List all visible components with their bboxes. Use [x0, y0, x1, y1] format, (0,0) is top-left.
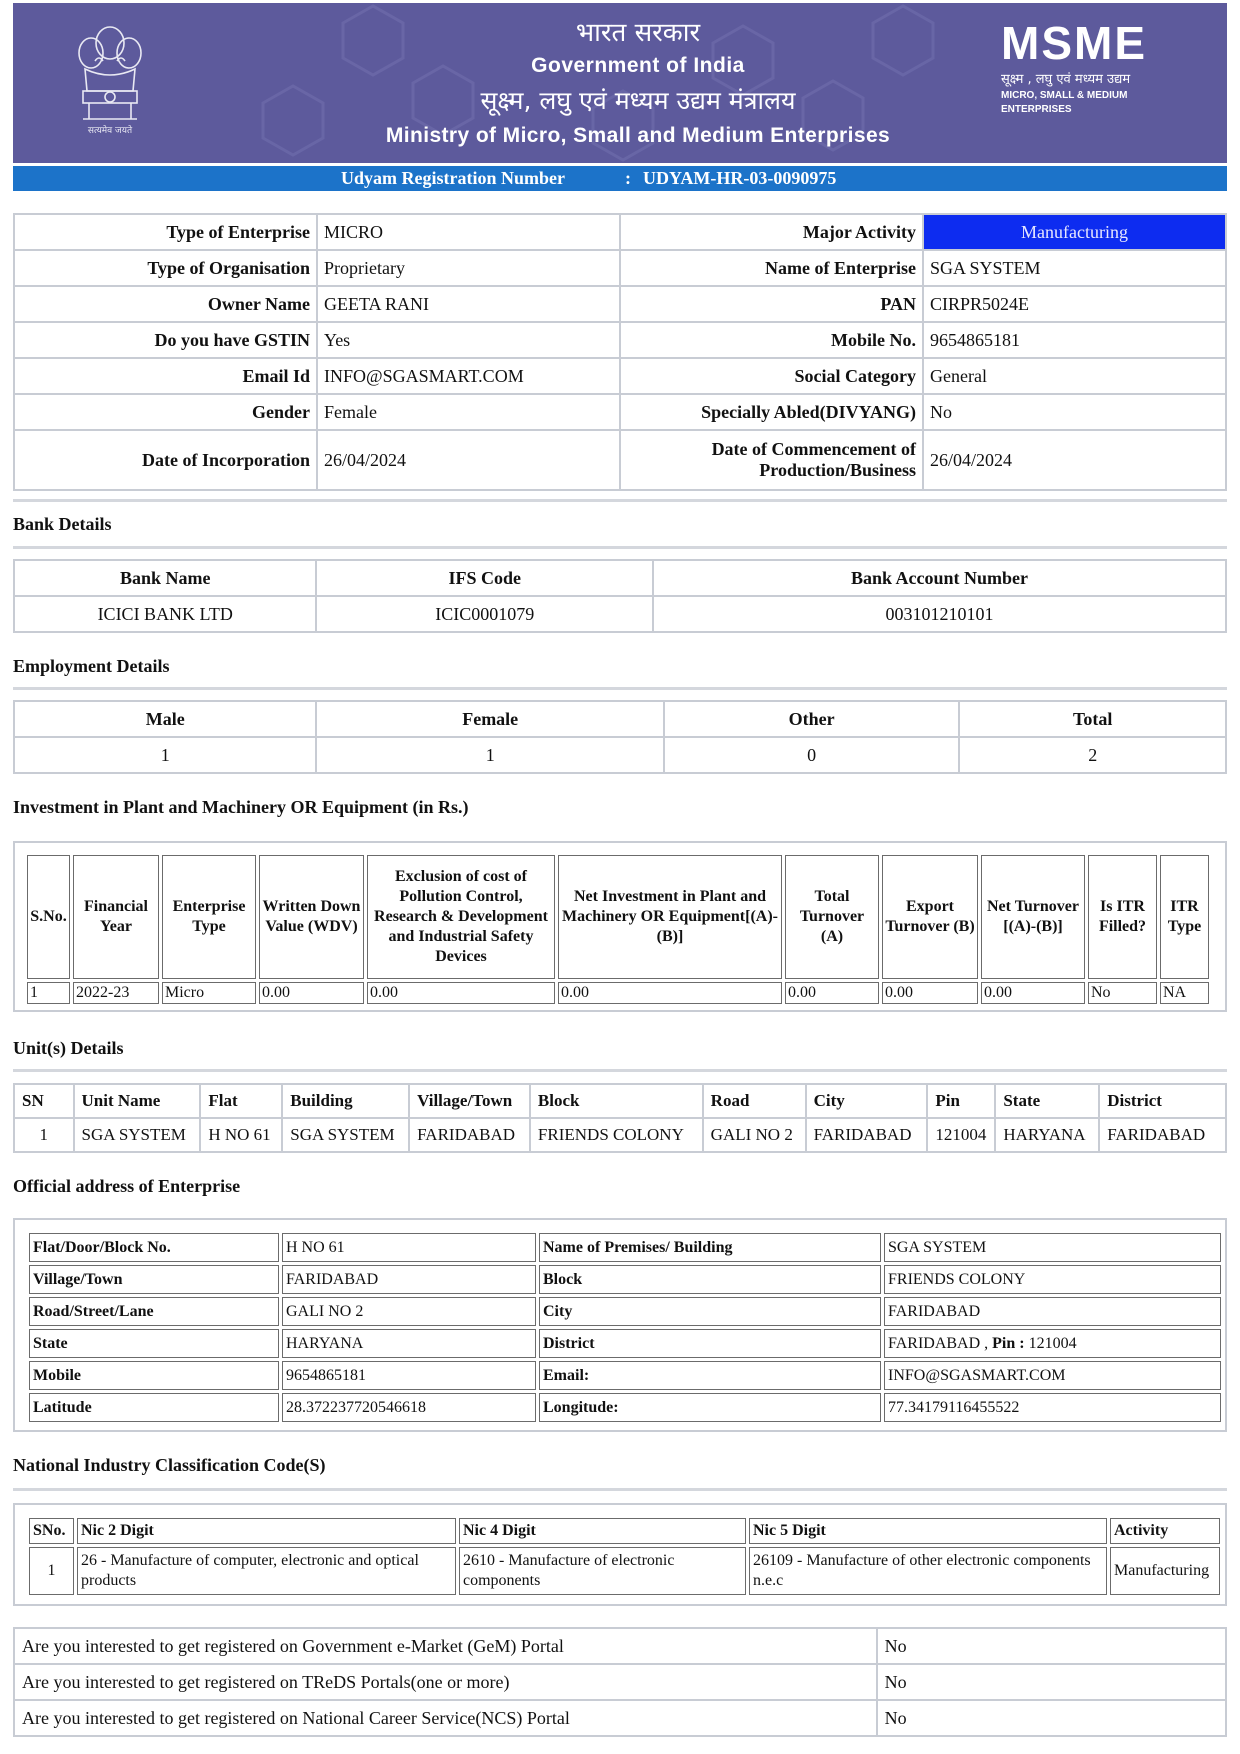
- employment-details-table: [13, 700, 1227, 774]
- unit-name-header: Unit Name: [74, 1084, 201, 1118]
- nic-table-container: [13, 1503, 1227, 1606]
- enterprise-type-header: Enterprise Type: [162, 855, 256, 979]
- table-row: [14, 1628, 1226, 1664]
- financial-year-header: Financial Year: [73, 855, 159, 979]
- national-emblem-icon: [71, 19, 149, 139]
- treds-answer: No: [877, 1664, 1226, 1700]
- section-divider: [13, 1069, 1227, 1072]
- ministry-title: Ministry of Micro, Small and Medium Enterprises: [385, 124, 891, 147]
- ifs-code-header: IFS Code: [316, 560, 653, 596]
- pan-value: CIRPR5024E: [923, 286, 1226, 322]
- nic2-header: Nic 2 Digit: [77, 1518, 456, 1544]
- ministry-title-block: [313, 17, 963, 153]
- nic-table: [26, 1515, 1223, 1598]
- table-cell: Email:: [539, 1361, 881, 1390]
- table-cell: No: [1088, 982, 1157, 1004]
- table-row: [14, 430, 1226, 490]
- table-cell: H NO 61: [282, 1233, 536, 1262]
- table-cell: 1: [29, 1547, 74, 1595]
- social-category-label: Social Category: [620, 358, 923, 394]
- date-of-commencement-label: [620, 430, 923, 490]
- table-cell: 0.00: [367, 982, 555, 1004]
- type-of-enterprise-label: Type of Enterprise: [14, 214, 317, 250]
- table-cell: SGA SYSTEM: [74, 1118, 201, 1152]
- table-row: [14, 250, 1226, 286]
- email-label: Email Id: [14, 358, 317, 394]
- village-town-header: Village/Town: [409, 1084, 530, 1118]
- nic-codes-title: National Industry Classification Code(S): [13, 1455, 326, 1475]
- table-cell: 26109 - Manufacture of other electronic components n.e.c: [749, 1547, 1107, 1595]
- bank-name-header: Bank Name: [14, 560, 316, 596]
- table-cell: 1: [27, 982, 70, 1004]
- table-cell: 77.34179116455522: [884, 1393, 1221, 1422]
- table-row: [29, 1233, 1221, 1262]
- ifs-code-value: ICIC0001079: [316, 596, 653, 632]
- table-header-row: [14, 1084, 1226, 1118]
- table-row: [29, 1547, 1220, 1595]
- registration-number-label: Udyam Registration Number: [341, 168, 565, 188]
- wdv-header: Written Down Value (WDV): [259, 855, 364, 979]
- activity-header: Activity: [1110, 1518, 1220, 1544]
- mobile-value: 9654865181: [923, 322, 1226, 358]
- table-row: [14, 286, 1226, 322]
- net-investment-header: Net Investment in Plant and Machinery OR Equipment[(A)-(B)]: [558, 855, 782, 979]
- section-divider: [13, 546, 1227, 549]
- account-number-header: Bank Account Number: [653, 560, 1226, 596]
- other-value: 0: [664, 737, 960, 773]
- units-details-title: Unit(s) Details: [13, 1038, 124, 1058]
- table-row: [14, 214, 1226, 250]
- table-row: [29, 1297, 1221, 1326]
- other-header: Other: [664, 701, 960, 737]
- table-row: [29, 1265, 1221, 1294]
- female-value: 1: [316, 737, 663, 773]
- msme-logo-block: [1001, 19, 1191, 117]
- investment-title: Investment in Plant and Machinery OR Equipment (in Rs.): [13, 797, 469, 817]
- type-of-organisation-value: Proprietary: [317, 250, 620, 286]
- table-header-row: [27, 855, 1209, 979]
- registration-number-bar: [13, 166, 1227, 191]
- table-cell: 0.00: [785, 982, 879, 1004]
- major-activity-label: Major Activity: [620, 214, 923, 250]
- table-header-row: [14, 560, 1226, 596]
- pin-value: 121004: [1024, 1334, 1077, 1352]
- table-row: [14, 358, 1226, 394]
- table-cell: FRIENDS COLONY: [530, 1118, 703, 1152]
- table-cell: NA: [1160, 982, 1209, 1004]
- date-of-incorporation-value: 26/04/2024: [317, 430, 620, 490]
- gem-answer: No: [877, 1628, 1226, 1664]
- table-cell: Name of Premises/ Building: [539, 1233, 881, 1262]
- type-of-organisation-label: Type of Organisation: [14, 250, 317, 286]
- registration-number-value: UDYAM-HR-03-0090975: [643, 168, 837, 188]
- table-cell: Village/Town: [29, 1265, 279, 1294]
- gem-question: Are you interested to get registered on Government e-Market (GeM) Portal: [14, 1628, 877, 1664]
- table-cell: FARIDABAD: [884, 1297, 1221, 1326]
- date-of-commencement-value: 26/04/2024: [923, 430, 1226, 490]
- table-cell: GALI NO 2: [703, 1118, 806, 1152]
- export-turnover-header: Export Turnover (B): [882, 855, 978, 979]
- section-divider: [13, 687, 1227, 690]
- table-row: [14, 394, 1226, 430]
- table-cell: SGA SYSTEM: [282, 1118, 409, 1152]
- table-cell: FARIDABAD: [409, 1118, 530, 1152]
- table-row: [14, 322, 1226, 358]
- table-cell: Longitude:: [539, 1393, 881, 1422]
- official-address-title: Official address of Enterprise: [13, 1176, 241, 1196]
- table-cell: 121004: [927, 1118, 995, 1152]
- units-table: [13, 1083, 1227, 1153]
- official-address-table: [26, 1230, 1224, 1425]
- date-of-commencement-label-line1: Date of Commencement of: [711, 439, 916, 459]
- msme-logo: MSME: [1001, 17, 1147, 69]
- table-cell: State: [29, 1329, 279, 1358]
- net-turnover-header: Net Turnover [(A)-(B)]: [981, 855, 1085, 979]
- table-cell: 0.00: [882, 982, 978, 1004]
- table-cell: Road/Street/Lane: [29, 1297, 279, 1326]
- government-title: Government of India: [531, 54, 745, 77]
- bank-details-title: Bank Details: [13, 514, 112, 534]
- gstin-value: Yes: [317, 322, 620, 358]
- table-cell: Flat/Door/Block No.: [29, 1233, 279, 1262]
- district-pin-cell: [884, 1329, 1221, 1358]
- exclusion-cost-header: Exclusion of cost of Pollution Control, Research & Development and Industrial Safety Devices: [367, 855, 555, 979]
- hindi-government-title: भारत सरकार: [575, 18, 701, 48]
- gstin-label: Do you have GSTIN: [14, 322, 317, 358]
- table-cell: FARIDABAD: [282, 1265, 536, 1294]
- state-header: State: [995, 1084, 1099, 1118]
- table-row: [29, 1329, 1221, 1358]
- district-value: FARIDABAD ,: [888, 1334, 993, 1352]
- male-value: 1: [14, 737, 316, 773]
- building-header: Building: [282, 1084, 409, 1118]
- msme-hindi-tagline: सूक्ष्म , लघु एवं मध्यम उद्यम: [1001, 72, 1131, 87]
- table-cell: Mobile: [29, 1361, 279, 1390]
- hindi-ministry-title: सूक्ष्म, लघु एवं मध्यम उद्यम मंत्रालय: [480, 86, 796, 115]
- bank-name-value: ICICI BANK LTD: [14, 596, 316, 632]
- table-cell: 2610 - Manufacture of electronic components: [459, 1547, 746, 1595]
- date-of-incorporation-label: Date of Incorporation: [14, 430, 317, 490]
- table-cell: 9654865181: [282, 1361, 536, 1390]
- investment-table: [24, 852, 1212, 1007]
- table-row: [14, 1664, 1226, 1700]
- portal-registration-table: [13, 1627, 1227, 1737]
- table-cell: 1: [14, 1118, 74, 1152]
- table-cell: SGA SYSTEM: [884, 1233, 1221, 1262]
- bank-details-table: [13, 559, 1227, 633]
- official-address-container: [13, 1218, 1227, 1432]
- table-row: [27, 982, 1209, 1004]
- pin-header: Pin: [927, 1084, 995, 1118]
- road-header: Road: [703, 1084, 806, 1118]
- name-of-enterprise-label: Name of Enterprise: [620, 250, 923, 286]
- pan-label: PAN: [620, 286, 923, 322]
- table-cell: Micro: [162, 982, 256, 1004]
- ncs-question: Are you interested to get registered on National Career Service(NCS) Portal: [14, 1700, 877, 1736]
- ncs-answer: No: [877, 1700, 1226, 1736]
- table-cell: 0.00: [558, 982, 782, 1004]
- itr-type-header: ITR Type: [1160, 855, 1209, 979]
- table-header-row: [29, 1518, 1220, 1544]
- total-header: Total: [959, 701, 1226, 737]
- date-of-commencement-label-line2: Production/Business: [759, 460, 916, 480]
- table-cell: Latitude: [29, 1393, 279, 1422]
- ministry-header: [13, 3, 1227, 163]
- gender-label: Gender: [14, 394, 317, 430]
- block-header: Block: [530, 1084, 703, 1118]
- account-number-value: 003101210101: [653, 596, 1226, 632]
- type-of-enterprise-value: MICRO: [317, 214, 620, 250]
- table-row: [14, 1118, 1226, 1152]
- total-value: 2: [959, 737, 1226, 773]
- table-cell: 2022-23: [73, 982, 159, 1004]
- district-header: District: [1099, 1084, 1226, 1118]
- owner-name-label: Owner Name: [14, 286, 317, 322]
- table-row: [14, 596, 1226, 632]
- name-of-enterprise-value: SGA SYSTEM: [923, 250, 1226, 286]
- table-cell: District: [539, 1329, 881, 1358]
- table-cell: 0.00: [259, 982, 364, 1004]
- mobile-label: Mobile No.: [620, 322, 923, 358]
- gender-value: Female: [317, 394, 620, 430]
- table-row: [29, 1361, 1221, 1390]
- table-cell: FARIDABAD: [806, 1118, 928, 1152]
- table-row: [14, 1700, 1226, 1736]
- table-cell: HARYANA: [282, 1329, 536, 1358]
- table-cell: GALI NO 2: [282, 1297, 536, 1326]
- table-cell: Manufacturing: [1110, 1547, 1220, 1595]
- table-cell: FRIENDS COLONY: [884, 1265, 1221, 1294]
- emblem-motto: सत्यमेव जयते: [87, 126, 133, 136]
- city-header: City: [806, 1084, 928, 1118]
- table-cell: INFO@SGASMART.COM: [884, 1361, 1221, 1390]
- table-cell: Block: [539, 1265, 881, 1294]
- nic5-header: Nic 5 Digit: [749, 1518, 1107, 1544]
- table-cell: FARIDABAD: [1099, 1118, 1226, 1152]
- table-cell: 0.00: [981, 982, 1085, 1004]
- table-cell: HARYANA: [995, 1118, 1099, 1152]
- divyang-value: No: [923, 394, 1226, 430]
- social-category-value: General: [923, 358, 1226, 394]
- female-header: Female: [316, 701, 663, 737]
- employment-details-title: Employment Details: [13, 656, 170, 676]
- total-turnover-header: Total Turnover (A): [785, 855, 879, 979]
- major-activity-value: Manufacturing: [923, 214, 1226, 250]
- table-cell: 28.372237720546618: [282, 1393, 536, 1422]
- table-cell: 26 - Manufacture of computer, electronic and optical products: [77, 1547, 456, 1595]
- table-cell: City: [539, 1297, 881, 1326]
- table-cell: H NO 61: [200, 1118, 282, 1152]
- section-divider: [13, 499, 1227, 502]
- divyang-label: Specially Abled(DIVYANG): [620, 394, 923, 430]
- sn-header: SN: [14, 1084, 74, 1118]
- msme-tagline: MICRO, SMALL & MEDIUM ENTERPRISES: [1001, 90, 1128, 115]
- sno-header: S.No.: [27, 855, 70, 979]
- table-row: [14, 737, 1226, 773]
- registration-separator: :: [625, 168, 631, 188]
- owner-name-value: GEETA RANI: [317, 286, 620, 322]
- sno-header: SNo.: [29, 1518, 74, 1544]
- nic4-header: Nic 4 Digit: [459, 1518, 746, 1544]
- table-row: [29, 1393, 1221, 1422]
- male-header: Male: [14, 701, 316, 737]
- flat-header: Flat: [200, 1084, 282, 1118]
- pin-label: Pin :: [992, 1334, 1025, 1352]
- table-header-row: [14, 701, 1226, 737]
- enterprise-details-table: [13, 213, 1227, 491]
- investment-table-container: [13, 841, 1227, 1012]
- itr-filled-header: Is ITR Filled?: [1088, 855, 1157, 979]
- treds-question: Are you interested to get registered on TReDS Portals(one or more): [14, 1664, 877, 1700]
- email-value: INFO@SGASMART.COM: [317, 358, 620, 394]
- section-divider: [13, 1488, 1227, 1491]
